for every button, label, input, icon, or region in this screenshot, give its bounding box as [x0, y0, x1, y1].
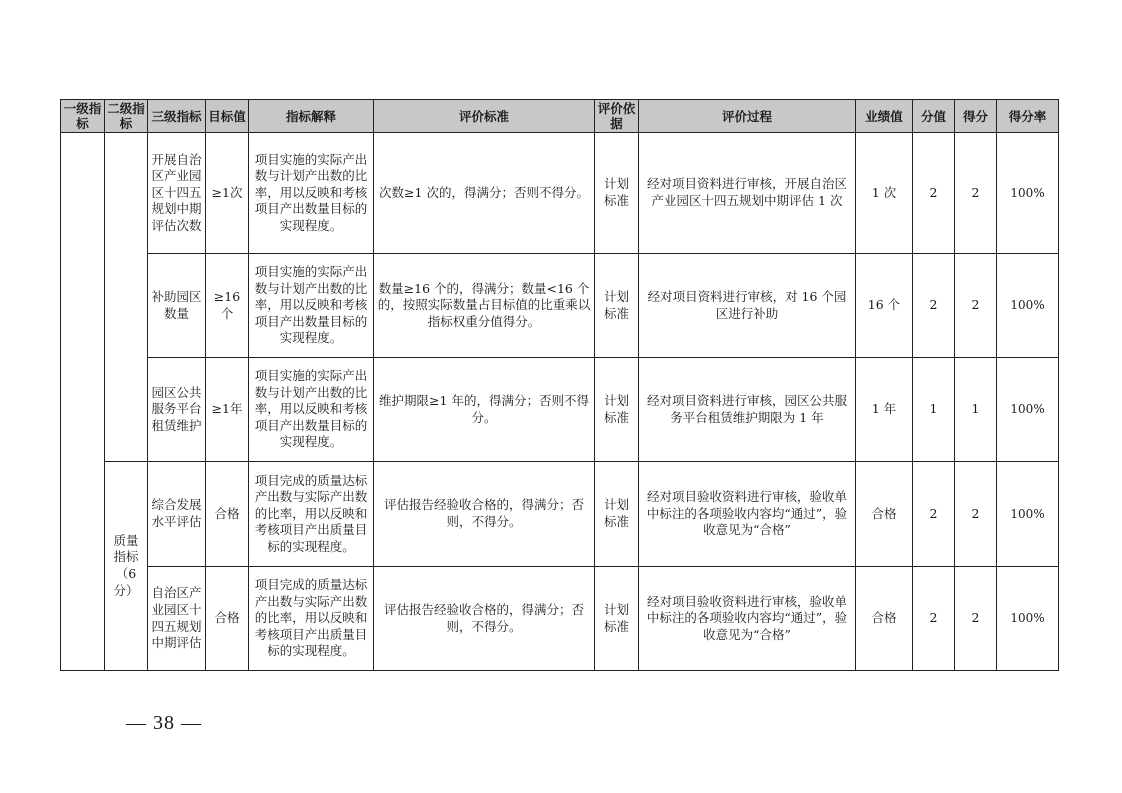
header-level1: 一级指标	[61, 100, 105, 133]
explanation-cell: 项目实施的实际产出数与计划产出数的比率，用以反映和考核项目产出数量目标的实现程度。	[249, 133, 374, 254]
table-row	[61, 358, 1059, 462]
table-row	[61, 567, 1059, 671]
header-actual: 业绩值	[856, 100, 913, 133]
weight-cell: 1	[913, 358, 955, 462]
process-cell: 经对项目资料进行审核，对 16 个园区进行补助	[639, 254, 856, 358]
rate-cell: 100%	[997, 254, 1059, 358]
target-cell: ≥1次	[206, 133, 249, 254]
table-row	[61, 254, 1059, 358]
score-cell: 2	[955, 567, 997, 671]
weight-cell: 2	[913, 133, 955, 254]
table-row	[61, 133, 1059, 254]
basis-cell: 计划标准	[595, 254, 639, 358]
standard-cell: 评估报告经验收合格的，得满分；否则，不得分。	[374, 462, 595, 567]
header-weight: 分值	[913, 100, 955, 133]
basis-cell: 计划标准	[595, 358, 639, 462]
actual-cell: 16 个	[856, 254, 913, 358]
score-cell: 2	[955, 133, 997, 254]
basis-cell: 计划标准	[595, 567, 639, 671]
weight-cell: 2	[913, 462, 955, 567]
actual-cell: 合格	[856, 567, 913, 671]
weight-cell: 2	[913, 567, 955, 671]
indicator-cell: 园区公共服务平台租赁维护	[148, 358, 206, 462]
rate-cell: 100%	[997, 462, 1059, 567]
level2-cell-quality: 质量指标（6分）	[105, 462, 148, 671]
header-target: 目标值	[206, 100, 249, 133]
rate-cell: 100%	[997, 358, 1059, 462]
explanation-cell: 项目完成的质量达标产出数与实际产出数的比率，用以反映和考核项目产出质量目标的实现程度。	[249, 567, 374, 671]
score-cell: 2	[955, 462, 997, 567]
actual-cell: 1 年	[856, 358, 913, 462]
header-level2: 二级指标	[105, 100, 148, 133]
rate-cell: 100%	[997, 567, 1059, 671]
table-row	[61, 462, 1059, 567]
process-cell: 经对项目验收资料进行审核，验收单中标注的各项验收内容均“通过”，验收意见为“合格”	[639, 567, 856, 671]
target-cell: 合格	[206, 462, 249, 567]
level2-cell-quantity	[105, 133, 148, 462]
header-basis: 评价依据	[595, 100, 639, 133]
process-cell: 经对项目验收资料进行审核，验收单中标注的各项验收内容均“通过”，验收意见为“合格”	[639, 462, 856, 567]
indicator-cell: 自治区产业园区十四五规划中期评估	[148, 567, 206, 671]
header-explanation: 指标解释	[249, 100, 374, 133]
header-standard: 评价标准	[374, 100, 595, 133]
standard-cell: 数量≥16 个的，得满分；数量<16 个的，按照实际数量占目标值的比重乘以指标权重分值得分。	[374, 254, 595, 358]
standard-cell: 维护期限≥1 年的，得满分；否则不得分。	[374, 358, 595, 462]
header-score: 得分	[955, 100, 997, 133]
basis-cell: 计划标准	[595, 462, 639, 567]
score-cell: 2	[955, 254, 997, 358]
weight-cell: 2	[913, 254, 955, 358]
indicator-cell: 综合发展水平评估	[148, 462, 206, 567]
rate-cell: 100%	[997, 133, 1059, 254]
level1-cell	[61, 133, 105, 671]
table-header-row	[61, 100, 1059, 133]
header-level3: 三级指标	[148, 100, 206, 133]
indicator-cell: 开展自治区产业园区十四五规划中期评估次数	[148, 133, 206, 254]
basis-cell: 计划标准	[595, 133, 639, 254]
actual-cell: 合格	[856, 462, 913, 567]
actual-cell: 1 次	[856, 133, 913, 254]
explanation-cell: 项目实施的实际产出数与计划产出数的比率，用以反映和考核项目产出数量目标的实现程度。	[249, 254, 374, 358]
standard-cell: 次数≥1 次的，得满分；否则不得分。	[374, 133, 595, 254]
page-number: — 38 —	[126, 712, 202, 734]
header-rate: 得分率	[997, 100, 1059, 133]
score-cell: 1	[955, 358, 997, 462]
target-cell: 合格	[206, 567, 249, 671]
explanation-cell: 项目实施的实际产出数与计划产出数的比率，用以反映和考核项目产出数量目标的实现程度。	[249, 358, 374, 462]
target-cell: ≥16个	[206, 254, 249, 358]
performance-table	[60, 99, 1059, 671]
header-process: 评价过程	[639, 100, 856, 133]
standard-cell: 评估报告经验收合格的，得满分；否则，不得分。	[374, 567, 595, 671]
process-cell: 经对项目资料进行审核，园区公共服务平台租赁维护期限为 1 年	[639, 358, 856, 462]
indicator-cell: 补助园区数量	[148, 254, 206, 358]
target-cell: ≥1年	[206, 358, 249, 462]
explanation-cell: 项目完成的质量达标产出数与实际产出数的比率，用以反映和考核项目产出质量目标的实现程度。	[249, 462, 374, 567]
process-cell: 经对项目资料进行审核，开展自治区产业园区十四五规划中期评估 1 次	[639, 133, 856, 254]
